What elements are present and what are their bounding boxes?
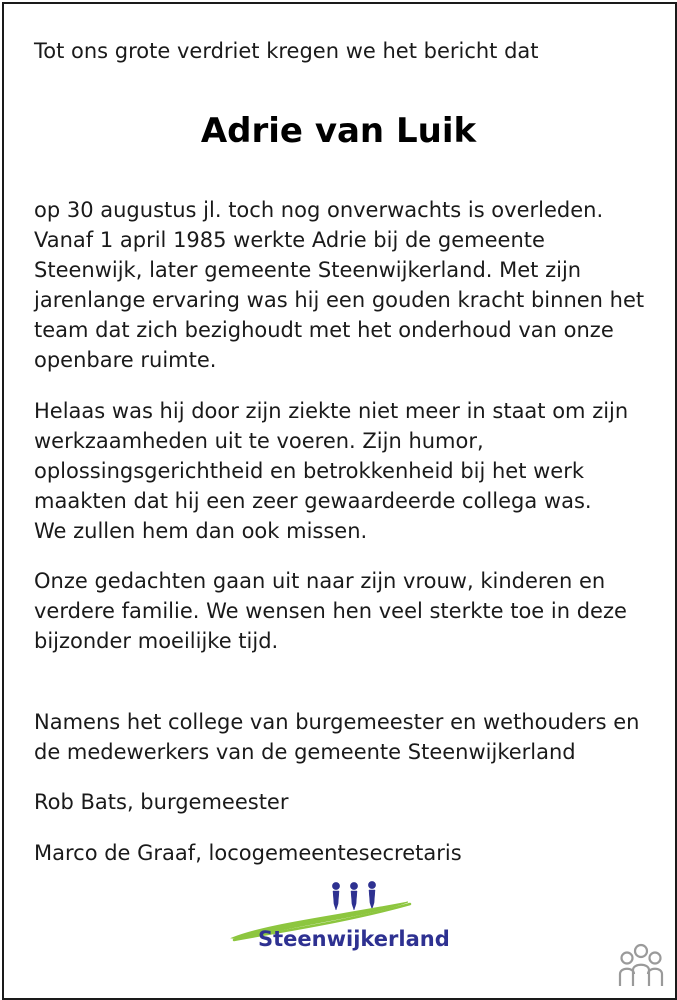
signatory-secretary: Marco de Graaf, locogemeentesecretaris xyxy=(34,841,462,865)
text-line: oplossingsgerichtheid en betrokkenheid bij het werk xyxy=(34,459,585,483)
text-line: op 30 augustus jl. toch nog onverwachts is overleden. xyxy=(34,198,604,222)
people-group-icon xyxy=(616,942,666,988)
text-line: We zullen hem dan ook missen. xyxy=(34,519,368,543)
text-line: Steenwijk, later gemeente Steenwijkerland. Met zijn xyxy=(34,258,582,282)
text-line: openbare ruimte. xyxy=(34,348,217,372)
text-line: maakten dat hij een zeer gewaardeerde collega was. xyxy=(34,489,592,513)
figures-icon xyxy=(333,882,376,910)
text-line: jarenlange ervaring was hij een gouden kracht binnen het xyxy=(34,288,645,312)
text-line: Helaas was hij door zijn ziekte niet meer in staat om zijn xyxy=(34,399,629,423)
signatory-mayor: Rob Bats, burgemeester xyxy=(34,790,289,814)
paragraph-tribute xyxy=(34,396,654,546)
text-line: verdere familie. We wensen hen veel sterkte toe in deze xyxy=(34,599,627,623)
text-line: Vanaf 1 april 1985 werkte Adrie bij de gemeente xyxy=(34,228,545,252)
text-line: de medewerkers van de gemeente Steenwijkerland xyxy=(34,740,576,764)
paragraph-announcement xyxy=(34,195,654,375)
text-line: bijzonder moeilijke tijd. xyxy=(34,629,279,653)
deceased-name: Adrie van Luik xyxy=(200,111,477,151)
text-line: werkzaamheden uit te voeren. Zijn humor, xyxy=(34,429,484,453)
paragraph-condolence xyxy=(34,566,654,656)
logo-text: Steenwijkerland xyxy=(258,927,450,951)
intro-text: Tot ons grote verdriet kregen we het bericht dat xyxy=(34,39,539,63)
text-line: Onze gedachten gaan uit naar zijn vrouw, kinderen en xyxy=(34,569,606,593)
text-line: team dat zich bezighoudt met het onderhoud van onze xyxy=(34,318,614,342)
text-line: Namens het college van burgemeester en wethouders en xyxy=(34,710,640,734)
on-behalf-of xyxy=(34,707,654,767)
